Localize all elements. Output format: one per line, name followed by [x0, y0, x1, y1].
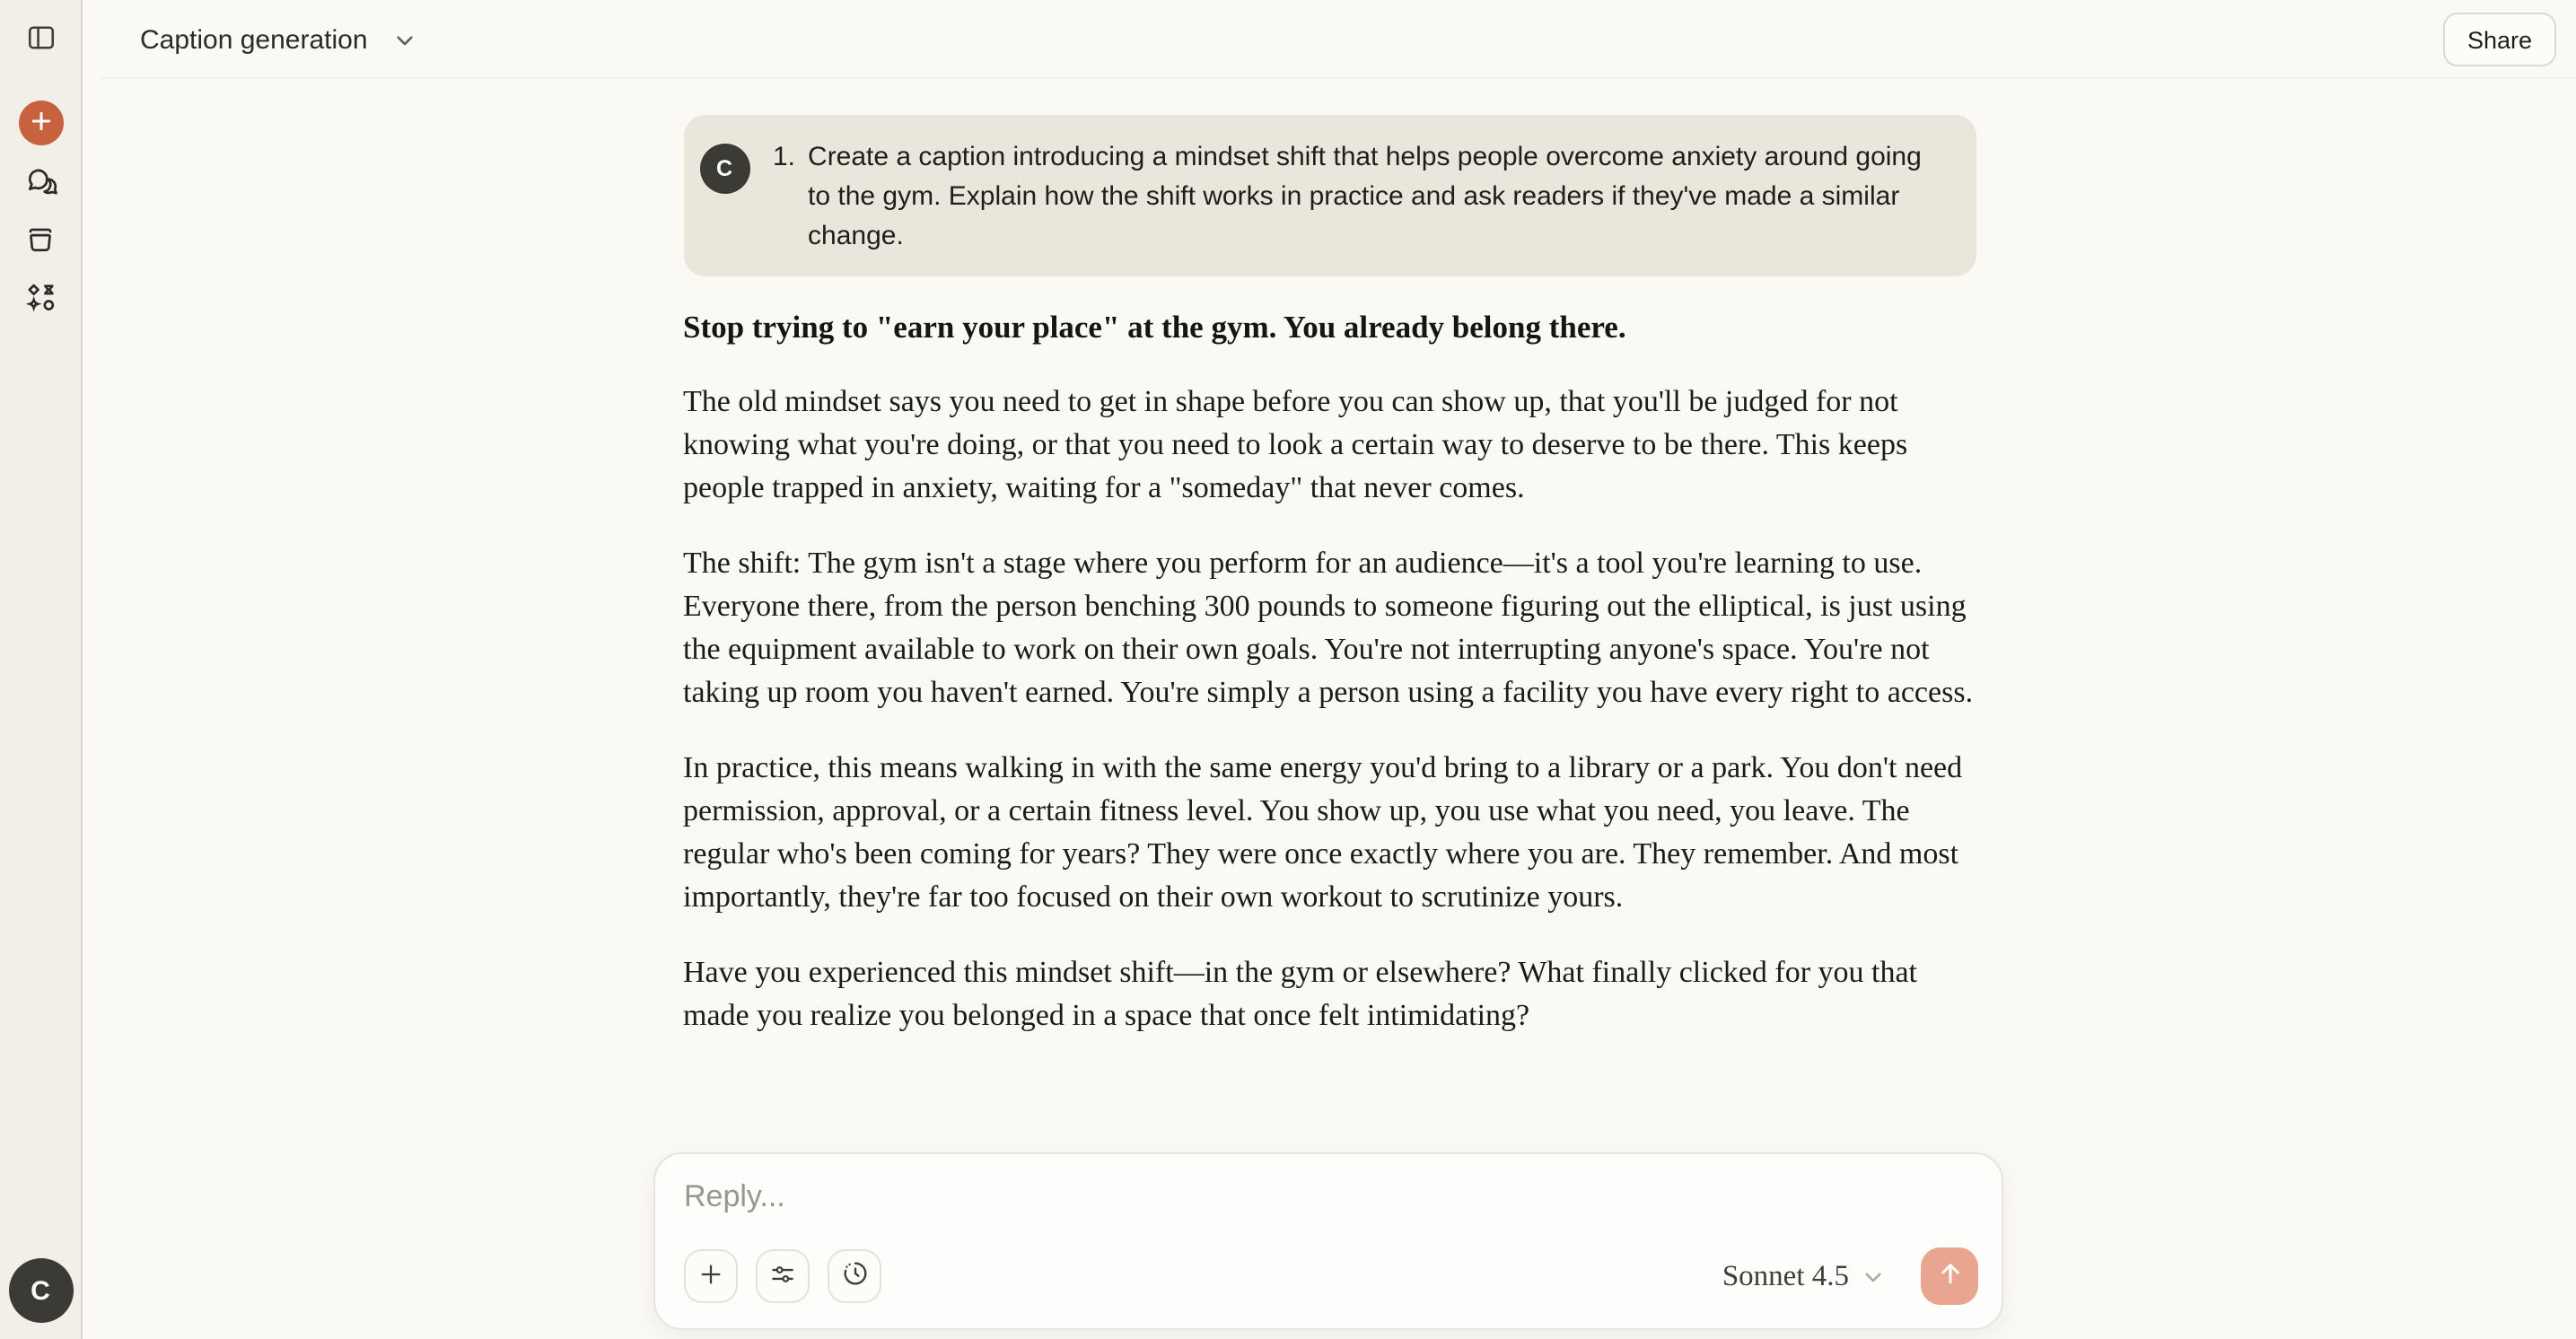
history-clock-icon [839, 1258, 870, 1294]
projects-box-icon [23, 222, 57, 256]
user-message-body [773, 135, 1925, 257]
conversation [683, 115, 1976, 1037]
history-button[interactable] [828, 1249, 881, 1303]
avatar-initial: C [715, 156, 733, 181]
plus-icon [27, 107, 54, 139]
tools-button[interactable] [756, 1249, 810, 1303]
reply-input[interactable] [684, 1179, 1973, 1226]
conversation-title: Caption generation [140, 24, 368, 55]
chat-bubbles-icon [23, 164, 57, 198]
assistant-heading: Stop trying to "earn your place" at the gym. You already belong there. [683, 309, 1626, 345]
user-avatar[interactable] [8, 1258, 73, 1323]
model-label: Sonnet 4.5 [1722, 1258, 1849, 1292]
user-message-text: Create a caption introducing a mindset shift that helps people overcome anxiety around going to the gym. Explain how the shift works in practice and ask readers if they've made a similar change. [808, 142, 1922, 251]
assistant-paragraph: The old mindset says you need to get in shape before you can show up, that you'll be judged for not knowing what you're doing, or that you need to look a certain way to deserve to be there. This keeps people trapped in anxiety, waiting for a "someday" that never comes. [683, 384, 1908, 504]
user-message-avatar [699, 144, 749, 194]
main-area [83, 0, 2576, 1339]
composer-toolbar [684, 1247, 1978, 1305]
sidebar-item-projects[interactable] [13, 212, 67, 266]
assistant-paragraph: In practice, this means walking in with the same energy you'd bring to a library or a park. You don't need permission, approval, or a certain fitness level. You show up, you use what you need, you leave. The regular who's been coming for years? They were once exactly where you are. They remember. And most importantly, they're far too focused on their own workout to scrutinize yours. [683, 750, 1963, 914]
list-marker: 1. [773, 142, 796, 172]
assistant-message [683, 305, 1976, 1037]
assistant-paragraph: The shift: The gym isn't a stage where you perform for an audience—it's a tool you're learning to use. Everyone there, from the person benching 300 pounds to someone figuring out the elliptical, is just using the equipment available to work on their own goals. You're not interrupting anyone's space. You're not taking up room you haven't earned. You're simply a person using a facility you have every right to access. [683, 546, 1974, 709]
model-selector[interactable] [1715, 1251, 1892, 1301]
chevron-down-icon [1862, 1265, 1885, 1288]
conversation-title-dropdown[interactable] [129, 17, 427, 62]
sidebar-item-explore[interactable] [13, 271, 67, 325]
user-message [683, 115, 1976, 276]
avatar-initial: C [31, 1275, 50, 1306]
sidebar [0, 0, 83, 1339]
shapes-grid-icon [22, 280, 58, 316]
attach-button[interactable] [684, 1249, 738, 1303]
sliders-icon [768, 1259, 797, 1293]
arrow-up-icon [1934, 1258, 1965, 1294]
topbar [83, 0, 2576, 79]
chevron-down-icon [393, 28, 416, 51]
share-button-label: Share [2466, 26, 2533, 53]
plus-icon [697, 1259, 725, 1293]
sidebar-item-chats[interactable] [13, 154, 67, 208]
assistant-paragraph: Have you experienced this mindset shift—in the gym or elsewhere? What finally clicked for you that made you realize you belonged in a space that once felt intimidating? [683, 955, 1918, 1032]
new-chat-button[interactable] [18, 101, 63, 145]
share-button[interactable] [2443, 13, 2556, 66]
send-button[interactable] [1921, 1247, 1978, 1305]
sidebar-toggle-button[interactable] [13, 11, 67, 65]
panel-left-icon [24, 22, 57, 54]
composer [653, 1152, 2003, 1330]
